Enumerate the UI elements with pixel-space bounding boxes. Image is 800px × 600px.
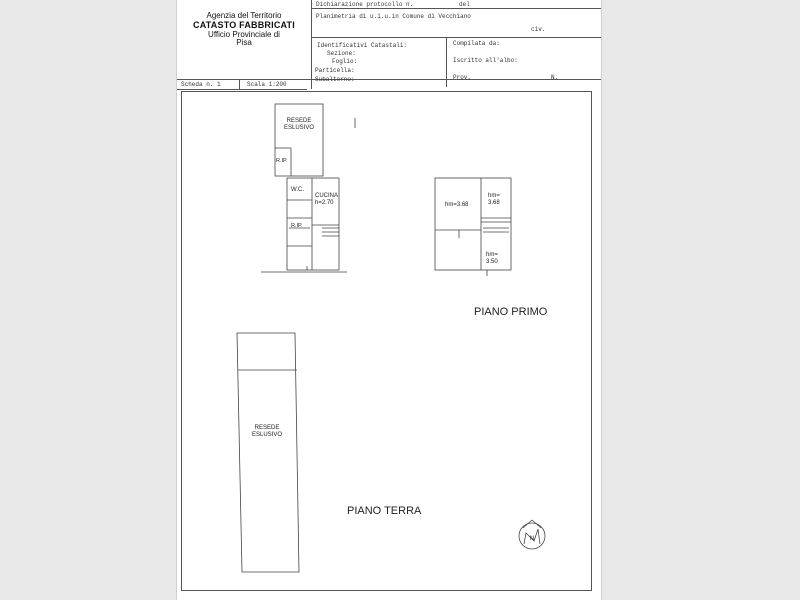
particella-label: Particella: (315, 67, 355, 74)
prov-label: Prov. (453, 74, 472, 81)
rip-label-1: R.IP. (276, 158, 288, 164)
agency-province: Pisa (236, 38, 252, 48)
dichiarazione-label: Dichiarazione protocollo n. (316, 1, 414, 8)
rip-label-2: R.IP. (291, 223, 303, 229)
floor-plan-drawing (177, 0, 601, 600)
identificativi-label: Identificativi Catastali: (317, 42, 408, 49)
compilata-label: Compilata da: (453, 40, 500, 47)
resede-top-label-2: ESLUSIVO (283, 125, 315, 131)
subalterno-label: Subalterno: (315, 76, 355, 83)
piano-primo-label: PIANO PRIMO (474, 306, 548, 318)
resede-top-room (275, 104, 323, 176)
cucina-height-label: h=2.70 (315, 200, 334, 206)
foglio-label: Foglio: (332, 58, 358, 65)
cucina-label: CUCINA (315, 193, 339, 199)
del-label: del (459, 1, 470, 8)
cadastral-sheet (176, 0, 602, 600)
first-floor-building (435, 178, 511, 270)
scala-label: Scala 1:200 (247, 81, 287, 88)
resede-bottom-label-1: RESEDE (254, 425, 280, 431)
resede-bottom-label-2: ESLUSIVO (251, 432, 283, 438)
scheda-label: Scheda n. 1 (181, 81, 221, 88)
resede-bottom-area (237, 333, 299, 572)
hm-350-label-1: hm= (486, 252, 498, 258)
hm-350-label-2: 3.50 (486, 259, 498, 265)
wc-label: W.C. (291, 187, 304, 193)
agency-name: Agenzia del Territorio (206, 11, 282, 20)
hm-368a-label: hm=3.68 (445, 202, 469, 208)
hm-368b-label-1: hm= (488, 193, 500, 199)
piano-terra-label: PIANO TERRA (347, 505, 422, 517)
hm-368b-label-2: 3.68 (488, 200, 500, 206)
civ-label: civ. (531, 26, 546, 33)
resede-top-label-1: RESEDE (286, 118, 312, 124)
agency-department: CATASTO FABBRICATI (193, 19, 295, 30)
sezione-label: Sezione: (327, 50, 356, 57)
n-label: N. (551, 74, 559, 81)
compass-label: N (529, 536, 535, 542)
agency-office: Ufficio Provinciale di (208, 29, 280, 39)
iscritto-label: Iscritto all'albo: (453, 57, 518, 64)
planimetria-label: Planimetria di u.i.u.in Comune di Vecchiano (316, 13, 471, 20)
